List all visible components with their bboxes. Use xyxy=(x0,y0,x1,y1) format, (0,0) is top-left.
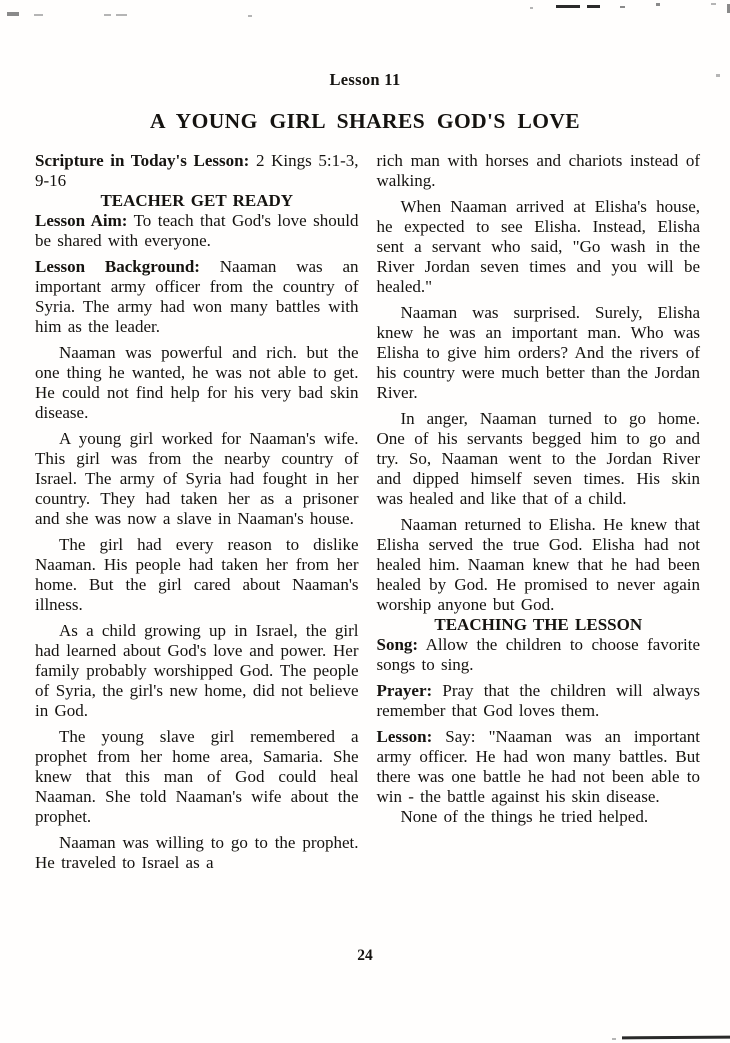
paragraph: The young slave girl remembered a prophet from her home area, Samaria. She knew that this man of God could heal Naaman. She told Naaman's wife about the prophet. xyxy=(35,727,359,826)
left-column xyxy=(35,151,359,879)
paragraph: Naaman was willing to go to the prophet. He traveled to Israel as a xyxy=(35,833,359,872)
paragraph: A young girl worked for Naaman's wife. This girl was from the nearby country of Israel. The army of Syria had fought in her country. They had taken her as a prisoner and she was now a slave in Naaman's house. xyxy=(35,429,359,528)
paragraph-lead: Prayer: xyxy=(376,681,433,700)
scan-artifact xyxy=(556,5,580,8)
scan-artifact xyxy=(7,12,19,16)
lesson-number-heading: Lesson 11 xyxy=(329,70,401,89)
scan-artifact xyxy=(612,1038,616,1040)
section-heading: TEACHING THE LESSON xyxy=(434,615,643,634)
scan-artifact xyxy=(104,14,111,16)
paragraph: Lesson Background: Naaman was an important army officer from the country of Syria. The army had won many battles with him as the leader. xyxy=(35,257,359,336)
scan-artifact xyxy=(711,3,716,5)
paragraph: Prayer: Pray that the children will always remember that God loves them. xyxy=(376,681,700,720)
paragraph: Lesson: Say: "Naaman was an important army officer. He had won many battles. But there was one battle he had not been able to win - the battle against his skin disease. xyxy=(376,727,700,806)
paragraph: In anger, Naaman turned to go home. One of his servants begged him to go and try. So, Naaman went to the Jordan River and dipped himself seven times. His skin was healed and like that of a child. xyxy=(376,409,700,508)
page-title: A YOUNG GIRL SHARES GOD'S LOVE xyxy=(149,109,581,133)
paragraph: Song: Allow the children to choose favorite songs to sing. xyxy=(376,635,700,674)
paragraph-lead: Song: xyxy=(376,635,419,654)
scan-artifact xyxy=(587,5,600,8)
paragraph: When Naaman arrived at Elisha's house, he expected to see Elisha. Instead, Elisha sent a servant who said, "Go wash in the River Jordan seven times and you will be healed." xyxy=(376,197,700,296)
paragraph: Naaman was surprised. Surely, Elisha knew he was an important man. Who was Elisha to give him orders? And the rivers of his country were much better than the Jordan River. xyxy=(376,303,700,402)
paragraph: None of the things he tried helped. xyxy=(400,807,649,826)
paragraph-lead: Lesson Background: xyxy=(35,257,200,276)
section-heading: TEACHER GET READY xyxy=(100,191,294,210)
two-column-text xyxy=(35,151,700,879)
scan-artifact xyxy=(622,1036,730,1040)
paragraph: Lesson Aim: To teach that God's love should be shared with everyone. xyxy=(35,211,359,250)
scan-artifact xyxy=(248,15,252,17)
right-column xyxy=(377,151,701,879)
paragraph: Naaman was powerful and rich. but the one thing he wanted, he was not able to get. He could not find help for his very bad skin disease. xyxy=(35,343,359,422)
paragraph-lead: Lesson: xyxy=(376,727,433,746)
page-number: 24 xyxy=(357,947,373,964)
scan-artifact xyxy=(116,14,127,16)
scan-artifact xyxy=(34,14,43,16)
scan-artifact xyxy=(530,7,533,9)
paragraph: The girl had every reason to dislike Naaman. His people had taken her from her home. But the girl cared about Naaman's illness. xyxy=(35,535,359,614)
paragraph: Naaman returned to Elisha. He knew that Elisha served the true God. Elisha had not healed him. Naaman knew that he had been healed by God. He promised to never again worship anyone but God. xyxy=(376,515,700,614)
paragraph: Scripture in Today's Lesson: 2 Kings 5:1-3, 9-16 xyxy=(35,151,359,190)
scan-artifact xyxy=(656,3,660,6)
paragraph: As a child growing up in Israel, the girl had learned about God's love and power. Her family probably worshipped God. The people of Syria, the girl's new home, did not believe in God. xyxy=(35,621,359,720)
scan-artifact xyxy=(620,6,625,8)
paragraph: rich man with horses and chariots instead of walking. xyxy=(376,151,700,190)
paragraph-lead: Lesson Aim: xyxy=(35,211,128,230)
paragraph-lead: Scripture in Today's Lesson: xyxy=(35,151,250,170)
